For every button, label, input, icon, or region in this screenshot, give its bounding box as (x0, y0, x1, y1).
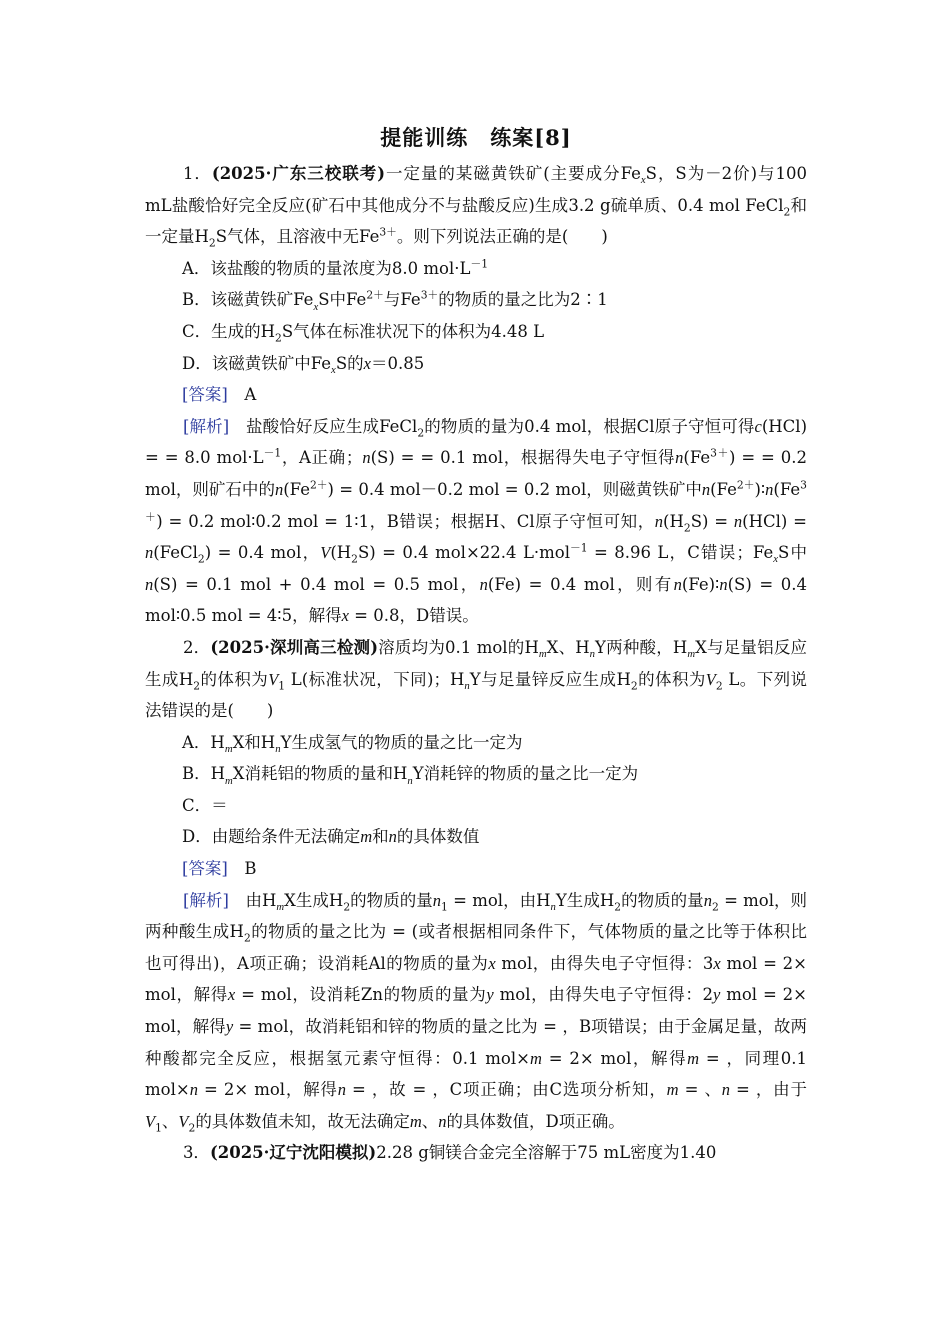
question-source: (2025·辽宁沈阳模拟) (209, 1143, 377, 1163)
question-2-option-b: B．$H_mX$消耗铝的物质的量和$H_nY$消耗锌的物质的量之比一定为 (182, 764, 639, 787)
question-2-analysis: [解析] 由$H_mX$生成$H_2$的物质的量$n_1$ = mol，由$H_nY$生成$H_2$的物质的量$n_2$ = mol，则两种酸生成$H_2$的物质的量之比为 = (或者根据相同条件下，气体物质的量之比等于体积比也可得出)，A项正确；设消耗Al的物质的量为x mol，由得失电子守恒得：3x mol = 2× mol，解得x = mol，设消耗Zn的物质的量为y mol，由得失电子守恒得：2y mol = 2× mol，解得y = mol，故消耗铝和锌的物质的量之比为 = ，B项错误；由于金属足量，故两种酸都完全反应，根据氢元素守恒得：0.1 mol×m = 2× mol，解得m = ，同理0.1 mol×n = 2× mol，解得n = ，故 = ，C项正确；由C选项分析知，m = 、n = ，由于$V_1$、$V_2$的具体数值未知，故无法确定m、n的具体数值，D项正确。 (145, 890, 808, 1135)
analysis-tag: [解析] (182, 890, 229, 910)
answer-tag: [答案] (182, 385, 228, 405)
question-2-option-c: C．＝ (182, 795, 228, 815)
question-1-option-b: B．该磁黄铁矿$Fe_xS$中$Fe^{2+}$与$Fe^{3+}$的物质的量之比为2∶1 (182, 288, 608, 313)
question-1-option-a: A．该盐酸的物质的量浓度为8.0 $mol\cdot L^{-1}$ (182, 257, 489, 278)
question-1-option-d: D．该磁黄铁矿中$Fe_xS$的x＝0.85 (182, 353, 425, 376)
question-2-option-d: D．由题给条件无法确定m和n的具体数值 (182, 827, 480, 847)
document-page (145, 118, 807, 1169)
question-source: (2025·广东三校联考) (211, 164, 386, 183)
page-title: 提能训练 练案[8] (380, 125, 572, 150)
question-source: (2025·深圳高三检测) (210, 637, 379, 657)
question-2-option-a: A．$H_mX$和$H_nY$生成氢气的物质的量之比一定为 (182, 732, 523, 755)
question-1-answer: [答案] A (182, 385, 257, 405)
question-3-stem: 3．(2025·辽宁沈阳模拟)2.28 g铜镁合金完全溶解于75 mL密度为1.40 (182, 1143, 717, 1163)
answer-tag: [答案] (182, 859, 228, 879)
question-1-analysis: [解析] 盐酸恰好反应生成FeCl$_2$的物质的量为0.4 mol，根据Cl原子守恒可得c(HCl) = = 8.0 $mol\cdot L^{-1}$，A正确；n(S) = = 0.1 mol，根据得失电子守恒得$n(Fe^{3+})$ = = 0.2 mol，则矿石中的$n(Fe^{2+}) = 0.4$ mol－0.2 mol = 0.2 mol，则磁黄铁矿中$n(Fe^{2+})∶n(Fe^{3+}) = 0.2$ mol∶0.2 mol = 1∶1，B错误；根据H、Cl原子守恒可知，$n(H_2S) = n(HCl)$ = n(FeCl$_2$) = 0.4 mol，$V(H_2S) = 0.4$ mol×22.4 L·mol$^{-1}$ = 8.96 L，C错误；$Fe_xS$中n(S) = 0.1 mol + 0.4 mol = 0.5 mol，n(Fe) = 0.4 mol，则有n(Fe)∶n(S) = 0.4 mol∶0.5 mol = 4∶5，解得x = 0.8，D错误。 (145, 416, 808, 626)
question-1-stem: 1．(2025·广东三校联考)一定量的某磁黄铁矿(主要成分$Fe_xS$，S为－2价)与100 mL盐酸恰好完全反应(矿石中其他成分不与盐酸反应)生成3.2 g硫单质、0.4 mol FeCl$_2$和一定量$H_2S$气体，且溶液中无$Fe^{3+}$。则下列说法正确的是( ) (145, 164, 808, 250)
question-2-stem: 2．(2025·深圳高三检测)溶质均为0.1 mol的$H_mX$、$H_nY$两种酸，$H_mX$与足量铝反应生成$H_2$的体积为$V_1$ L(标准状况，下同)；$H_nY$与足量锌反应生成$H_2$的体积为$V_2$ L。下列说法错误的是( ) (145, 637, 808, 721)
question-2-answer: [答案] B (182, 859, 257, 879)
analysis-tag: [解析] (182, 416, 230, 436)
question-1-option-c: C．生成的$H_2S$气体在标准状况下的体积为4.48 L (182, 321, 545, 345)
